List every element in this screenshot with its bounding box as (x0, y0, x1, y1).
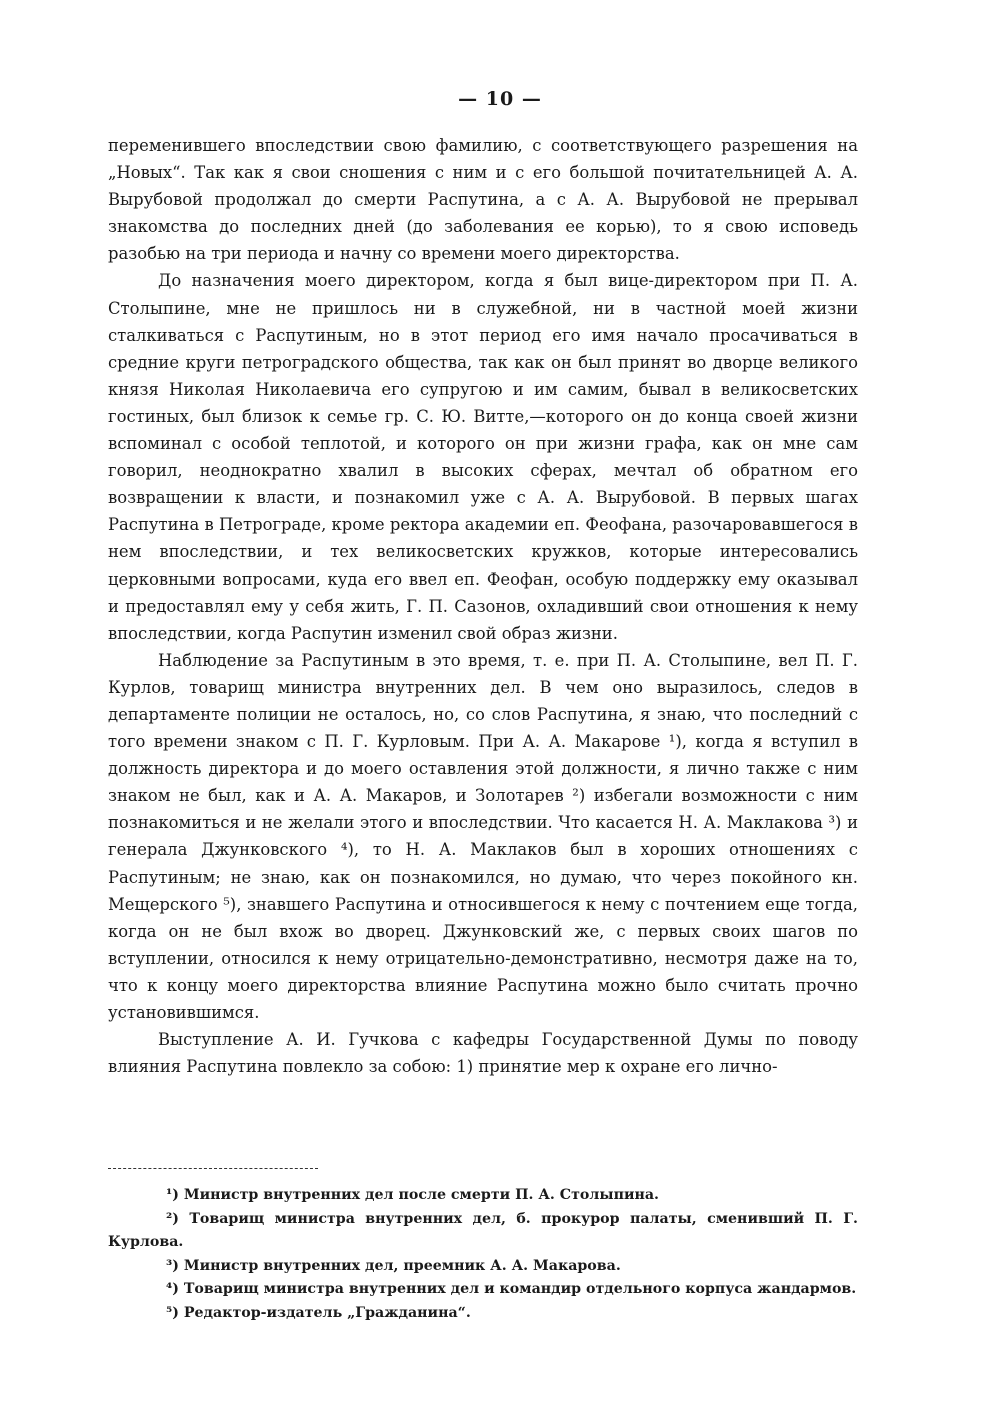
footnote-3: ³) Министр внутренних дел, преемник А. А. Макарова. (166, 1257, 621, 1274)
footnote-5: ⁵) Редактор-издатель „Гражданина“. (166, 1304, 471, 1321)
footnote-1: ¹) Министр внутренних дел после смерти П. А. Столыпина. (166, 1187, 659, 1203)
footnote-divider (108, 1168, 318, 1169)
main-text (108, 132, 858, 1080)
footnote-2: ²) Товарищ министра внутренних дел, б. прокурор палаты, сменивший П. Г. Курлова. (108, 1210, 858, 1250)
page-number: — 10 — (458, 88, 542, 110)
footnotes (108, 1184, 858, 1325)
paragraph-4: Выступление А. И. Гучкова с кафедры Государственной Думы по поводу влияния Распутина повлекло за собою: 1) принятие мер к охране его лично- (108, 1030, 858, 1077)
paragraph-3: Наблюдение за Распутиным в это время, т. е. при П. А. Столыпине, вел П. Г. Курлов, товарищ министра внутренних дел. В чем оно выразилось, следов в департаменте полиции не осталось, но, со слов Распутина, я знаю, что последний с того времени знаком с П. Г. Курловым. При А. А. Макарове ¹), когда я вступил в должность директора и до моего оставления этой должности, я лично также с ним знаком не был, как и А. А. Макаров, и Золотарев ²) избегали возможности с ним познакомиться и не желали этого и впоследствии. Что касается Н. А. Маклакова ³) и генерала Джунковского ⁴), то Н. А. Маклаков был в хороших отношениях с Распутиным; не знаю, как он познакомился, но думаю, что через покойного кн. Мещерского ⁵), знавшего Распутина и относившегося к нему с почтением еще тогда, когда он не был вхож во дворец. Джунковский же, с первых своих шагов по вступлении, относился к нему отрицательно-демонстративно, несмотря даже на то, что к концу моего директорства влияние Распутина можно было считать прочно установившимся. (108, 650, 858, 1022)
footnote-4: ⁴) Товарищ министра внутренних дел и командир отдельного корпуса жандармов. (166, 1281, 857, 1297)
paragraph-2: До назначения моего директором, когда я был вице-директором при П. А. Столыпине, мне не пришлось ни в служебной, ни в частной моей жизни сталкиваться с Распутиным, но в этот период его имя начало просачиваться в средние круги петроградского общества, так как он был принят во дворце великого князя Николая Николаевича его супругою и им самим, бывал в великосветских гостиных, был близок к семье гр. С. Ю. Витте,—которого он до конца своей жизни вспоминал с особой теплотой, и которого он при жизни графа, как он мне сам говорил, неоднократно хвалил в высоких сферах, мечтал об обратном его возвращении к власти, и познакомил уже с А. А. Вырубовой. В первых шагах Распутина в Петрограде, кроме ректора академии еп. Феофана, разочаровавшегося в нем впоследствии, и тех великосветских кружков, которые интересовались церковными вопросами, куда его ввел еп. Феофан, особую поддержку ему оказывал и предоставлял ему у себя жить, Г. П. Сазонов, охладивший свои отношения к нему впоследствии, когда Распутин изменил свой образ жизни. (108, 271, 858, 643)
paragraph-1: переменившего впоследствии свою фамилию, с соответствующего разрешения на „Новых“. Так как я свои сношения с ним и с его большой почитательницей А. А. Вырубовой продолжал до смерти Распутина, а с А. А. Вырубовой не прерывал знакомства до последних дней (до заболевания ее корью), то я свою исповедь разобью на три периода и начну со времени моего директорства. (108, 136, 858, 264)
